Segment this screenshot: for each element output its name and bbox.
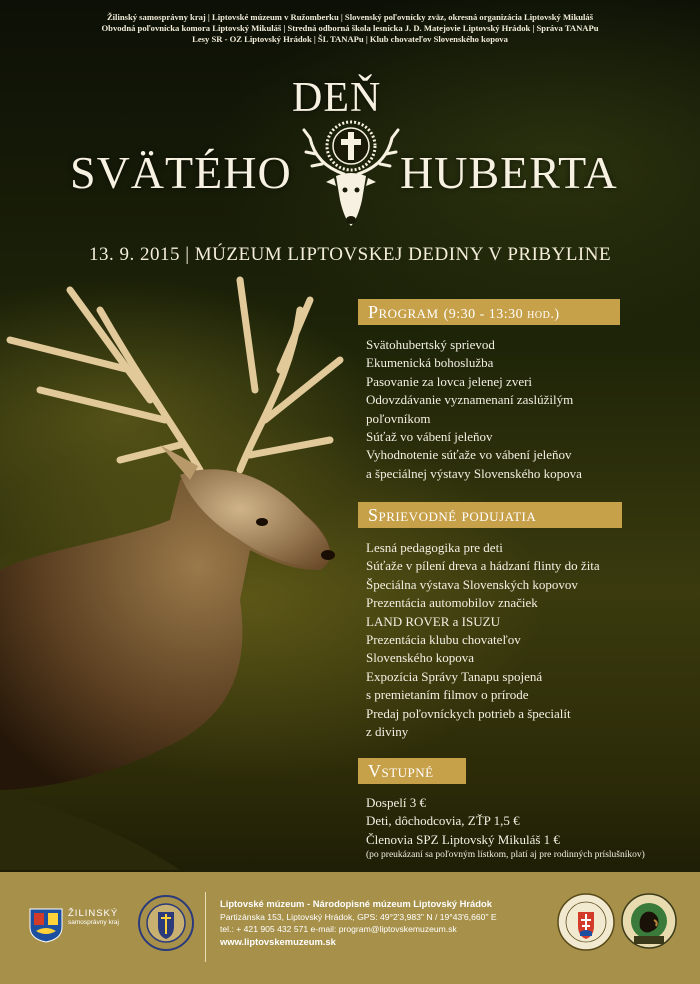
list-item: Dospelí 3 € xyxy=(366,795,426,810)
zilina-region-name: ŽILINSKÝ xyxy=(68,908,119,919)
title-svateho: SVÄTÉHO xyxy=(70,147,292,198)
list-item: Deti, dôchodcovia, ZŤP 1,5 € xyxy=(366,813,520,829)
hunting-chamber-seal-icon xyxy=(556,892,616,952)
list-item: Ekumenická bohoslužba xyxy=(366,355,494,371)
organizers-line: Obvodná poľovnícka komora Liptovský Mikuláš | Stredná odborná škola lesnícka J. D. Matejovie Liptovský Hrádok | Správa TANAPu xyxy=(101,23,599,33)
list-item: a špeciálnej výstavy Slovenského kopova xyxy=(366,465,582,481)
program-heading: Program (9:30 - 13:30 hod.) xyxy=(358,299,620,325)
list-item: s premietaním filmov o prírode xyxy=(366,687,529,703)
footer-contact xyxy=(220,898,497,948)
list-item: Pasovanie za lovca jelenej zveri xyxy=(366,373,533,389)
list-item: Expozícia Správy Tanapu spojená xyxy=(366,668,543,684)
admission-note: (po preukázaní sa poľovným lístkom, platí aj pre rodinných príslušníkov) xyxy=(366,850,645,861)
red-deer-stag-photo xyxy=(0,270,360,870)
hubertus-stag-emblem-icon xyxy=(296,108,406,238)
admission-list xyxy=(366,794,645,862)
events-list xyxy=(366,539,600,741)
program-time: (9:30 - 13:30 hod.) xyxy=(443,307,560,322)
kopov-club-seal-icon xyxy=(620,892,678,950)
museum-name: Liptovské múzeum - Národopisné múzeum Liptovský Hrádok xyxy=(220,898,492,909)
list-item: Špeciálna výstava Slovenských kopovov xyxy=(366,576,578,592)
organizers-line: Lesy SR - OZ Liptovský Hrádok | ŠL TANAPu | Klub chovateľov Slovenského kopova xyxy=(192,34,508,44)
zilina-region-crest-icon xyxy=(28,907,64,943)
museum-contact: tel.: + 421 905 432 571 e-mail: program@liptovskemuzeum.sk xyxy=(220,924,457,934)
list-item: Prezentácia klubu chovateľov xyxy=(366,632,521,648)
organizers-line: Žilinský samosprávny kraj | Liptovské múzeum v Ružomberku | Slovenský poľovnícky zväz, okresná organizácia Liptovský Mikuláš xyxy=(106,12,594,22)
liptov-museum-seal-icon xyxy=(137,894,195,952)
admission-heading: Vstupné xyxy=(358,758,466,784)
museum-web-link[interactable]: www.liptovskemuzeum.sk xyxy=(220,935,336,947)
list-item: Lesná pedagogika pre deti xyxy=(366,540,503,555)
zilina-region-sub: samosprávny kraj xyxy=(68,919,119,926)
list-item: Súťaže v pílení dreva a hádzaní flinty do žita xyxy=(366,558,600,574)
title-den: DEŇ xyxy=(292,75,382,121)
list-item: Svätohubertský sprievod xyxy=(366,337,495,352)
zilina-region-label xyxy=(68,908,119,926)
event-date-place: 13. 9. 2015 | MÚZEUM LIPTOVSKEJ DEDINY V PRIBYLINE xyxy=(88,244,612,265)
list-item: poľovníkom xyxy=(366,410,431,426)
footer-divider xyxy=(205,892,206,962)
list-item: z diviny xyxy=(366,724,409,740)
list-item: Členovia SPZ Liptovský Mikuláš 1 € xyxy=(366,831,560,847)
footer xyxy=(0,872,700,984)
events-heading: Sprievodné podujatia xyxy=(358,502,622,528)
list-item: Prezentácia automobilov značiek xyxy=(366,595,538,611)
list-item: Odovzdávanie vyznamenaní zaslúžilým xyxy=(366,392,574,408)
list-item: Súťaž vo vábení jeleňov xyxy=(366,429,493,445)
list-item: Predaj poľovníckych potrieb a špecialít xyxy=(366,705,571,721)
museum-address: Partizánska 153, Liptovský Hrádok, GPS: 49°2'3,983" N / 19°43'6,660" E xyxy=(220,911,497,922)
organizers-credits xyxy=(0,12,700,45)
list-item: Vyhodnotenie súťaže vo vábení jeleňov xyxy=(366,447,572,463)
program-list xyxy=(366,336,582,483)
list-item: Slovenského kopova xyxy=(366,650,474,666)
list-item: LAND ROVER a ISUZU xyxy=(366,613,500,629)
title-huberta: HUBERTA xyxy=(400,147,618,198)
